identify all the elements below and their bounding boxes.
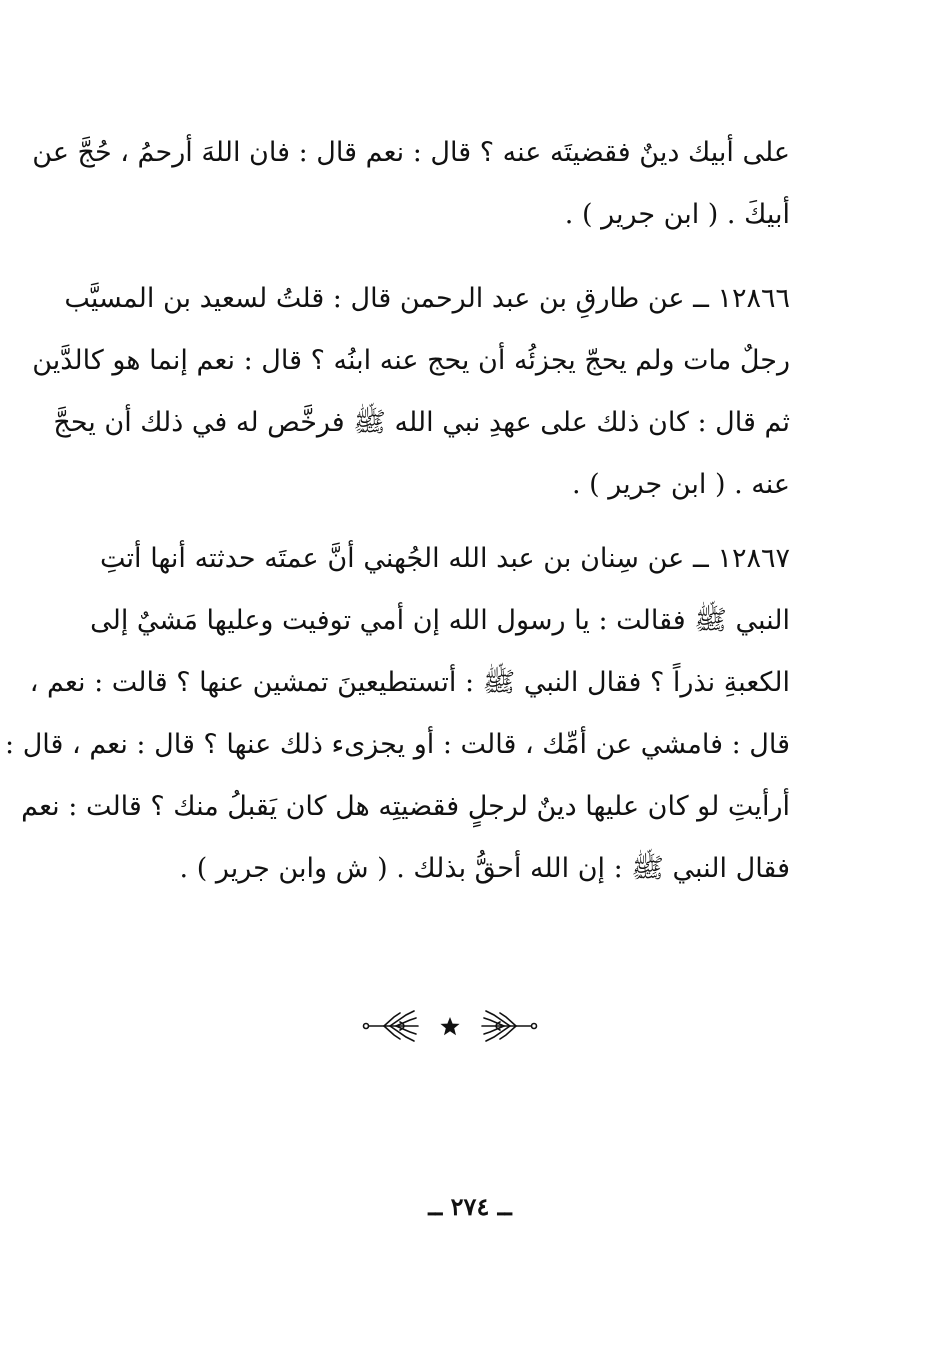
- text-line: فقال النبي ﷺ : إن الله أحقُّ بذلك . ( ش وابن جرير ) .: [179, 853, 790, 884]
- text-line: الكعبةِ نذراً ؟ فقال النبي ﷺ : أتستطيعينَ تمشين عنها ؟ قالت : نعم ،: [29, 667, 790, 698]
- paragraph-hadith-12867: [5, 528, 790, 900]
- star-flourish-icon: [360, 1005, 540, 1047]
- text-line: ١٢٨٦٦ ــ عن طارقِ بن عبد الرحمن قال : قلتُ لسعيد بن المسيَّب: [64, 283, 790, 314]
- text-line: رجلٌ مات ولم يحجّ يجزئُه أن يحج عنه ابنُه ؟ قال : نعم إنما هو كالدَّين: [32, 345, 790, 376]
- text-line: أبيكَ . ( ابن جرير ) .: [564, 199, 790, 230]
- text-line: ١٢٨٦٧ ــ عن سِنان بن عبد الله الجُهني أنَّ عمتَه حدثته أنها أتتِ: [100, 543, 790, 574]
- text-line: قال : فامشي عن أمِّك ، قالت : أو يجزىء ذلك عنها ؟ قال : نعم ، قال :: [5, 729, 790, 760]
- text-line: ثم قال : كان ذلك على عهدِ نبي الله ﷺ فرخَّص له في ذلك أن يحجَّ: [53, 407, 790, 438]
- paragraph-hadith-12866: [32, 268, 790, 516]
- text-line: أرأيتِ لو كان عليها دينٌ لرجلٍ فقضيتِه هل كان يَقبلُ منك ؟ قالت : نعم: [21, 791, 790, 822]
- text-line: عنه . ( ابن جرير ) .: [571, 469, 790, 500]
- text-line: النبي ﷺ فقالت : يا رسول الله إن أمي توفيت وعليها مَشيٌ إلى: [90, 605, 790, 636]
- text-line: على أبيك دينٌ فقضيتَه عنه ؟ قال : نعم قال : فان اللهَ أرحمُ ، حُجَّ عن: [32, 137, 790, 168]
- paragraph-continuation: [32, 122, 790, 246]
- page-number: ــ ٢٧٤ ــ: [428, 1192, 512, 1221]
